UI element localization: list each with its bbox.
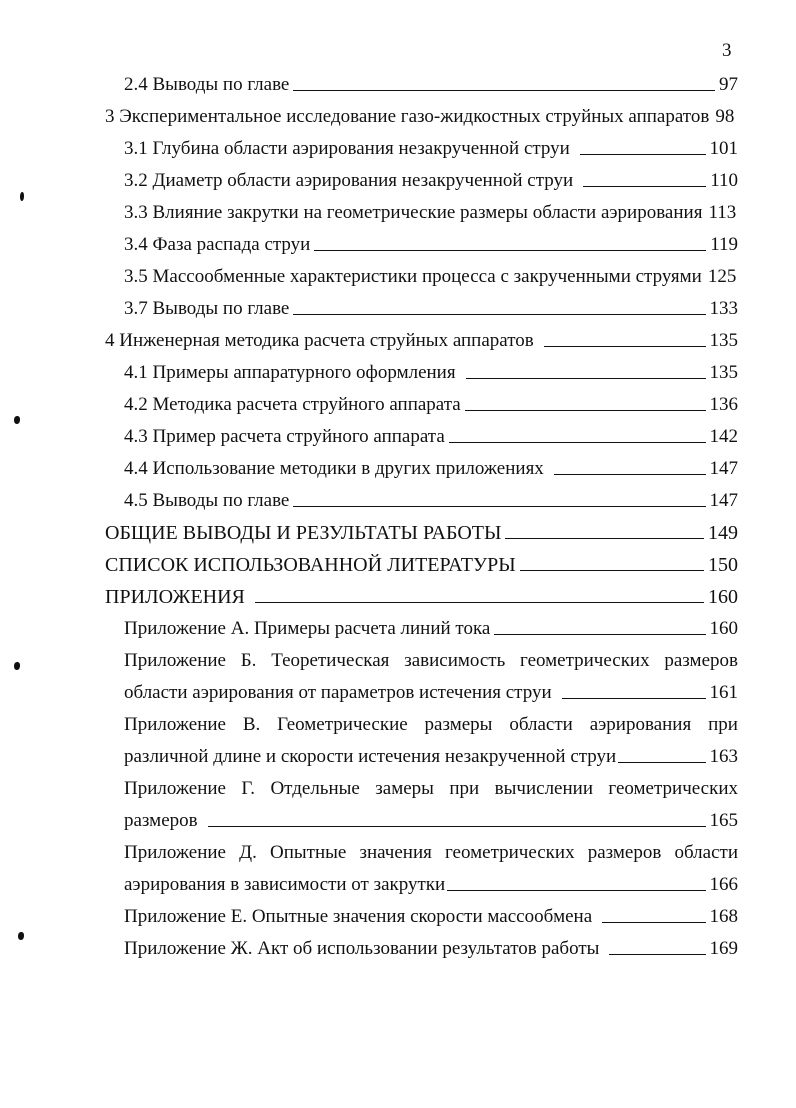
toc-leader-line	[314, 250, 706, 251]
toc-leader-line	[505, 538, 704, 539]
toc-entry	[0, 224, 796, 256]
toc-leader-line	[449, 442, 706, 443]
toc-entry-page: 166	[709, 874, 738, 895]
toc-entry-title-line1	[124, 704, 738, 736]
scan-artifact	[18, 932, 24, 940]
toc-entry	[0, 288, 796, 320]
toc-entry	[0, 896, 796, 928]
toc-entry-title-line2	[124, 864, 738, 896]
title-word: вычислении	[494, 778, 593, 799]
title-word: Приложение	[124, 778, 226, 799]
title-word: Отдельные	[270, 778, 360, 799]
scan-artifact	[20, 192, 24, 201]
toc-entry-page: 119	[710, 234, 738, 255]
toc-entry	[0, 384, 796, 416]
toc-entry-page: 113	[708, 202, 737, 223]
toc-entry-page: 147	[709, 458, 738, 479]
toc-entry-page: 98	[715, 106, 735, 127]
toc-entry-title: различной длине и скорости истечения незакрученной струи	[124, 746, 617, 767]
toc-entry	[0, 512, 796, 544]
toc-entry-title: 3.5 Массообменные характеристики процесса с закрученными струями	[124, 266, 702, 287]
title-word: Геометрические	[277, 714, 408, 735]
toc-entry-page: 110	[710, 170, 738, 191]
title-word: геометрических	[445, 842, 575, 863]
toc-entry-multiline	[0, 640, 796, 704]
toc-entry-title: размеров	[124, 810, 198, 831]
toc-entry-title: 3.1 Глубина области аэрирования незакрученной струи	[124, 138, 570, 159]
toc-leader-line	[293, 90, 715, 91]
scan-artifact	[14, 416, 20, 424]
toc-leader-line	[618, 762, 705, 763]
toc-entry-multiline	[0, 768, 796, 832]
toc-entry-page: 135	[709, 330, 738, 351]
toc-leader-line	[255, 602, 704, 603]
toc-entry	[0, 544, 796, 576]
toc-entry-page: 135	[709, 362, 738, 383]
toc-leader-line	[466, 378, 706, 379]
toc-entry-title: аэрирования в зависимости от закрутки	[124, 874, 446, 895]
title-word: размеры	[424, 714, 493, 735]
title-word: геометрических	[520, 650, 650, 671]
toc-leader-line	[562, 698, 706, 699]
toc-entry-title: 4.3 Пример расчета струйного аппарата	[124, 426, 445, 447]
toc-entry-page: 163	[709, 746, 738, 767]
toc-entry	[0, 96, 796, 128]
title-word: Теоретическая	[271, 650, 390, 671]
toc-entry-title-line2	[124, 800, 738, 832]
toc-entry	[0, 576, 796, 608]
toc-entry	[0, 320, 796, 352]
title-word: значения	[359, 842, 432, 863]
toc-entry-page: 160	[709, 618, 738, 639]
title-word: Приложение	[124, 842, 226, 863]
toc-entry-multiline	[0, 704, 796, 768]
title-word: замеры	[375, 778, 434, 799]
toc-entry-title: области аэрирования от параметров истечения струи	[124, 682, 552, 703]
toc-entry-multiline	[0, 832, 796, 896]
toc-entry-page: 142	[709, 426, 738, 447]
toc-leader-line	[609, 954, 705, 955]
title-word: аэрирования	[589, 714, 692, 735]
title-word: геометрических	[608, 778, 738, 799]
toc-leader-line	[293, 506, 705, 507]
toc-entry-title: 4.1 Примеры аппаратурного оформления	[124, 362, 456, 383]
toc-entry-page: 147	[709, 490, 738, 511]
toc-entry-title-line1	[124, 768, 738, 800]
toc-leader-line	[208, 826, 706, 827]
toc-entry-page: 149	[708, 522, 738, 544]
toc-entry-title-line1	[124, 832, 738, 864]
toc-entry	[0, 352, 796, 384]
toc-entry-page: 160	[708, 586, 738, 608]
toc-entry-title: 4.2 Методика расчета струйного аппарата	[124, 394, 461, 415]
toc-entry-title: ПРИЛОЖЕНИЯ	[105, 586, 245, 608]
scan-artifact	[14, 662, 20, 670]
toc-leader-line	[602, 922, 705, 923]
title-word: при	[449, 778, 480, 799]
title-word: Д.	[239, 842, 257, 863]
toc-entry-title: 3.7 Выводы по главе	[124, 298, 290, 319]
toc-entry-page: 161	[709, 682, 738, 703]
title-word: В.	[242, 714, 261, 735]
table-of-contents	[0, 64, 796, 960]
toc-entry-title: Приложение Е. Опытные значения скорости массообмена	[124, 906, 593, 927]
toc-entry-title: 3 Экспериментальное исследование газо-жидкостных струйных аппаратов	[105, 106, 710, 127]
toc-entry	[0, 608, 796, 640]
toc-entry	[0, 448, 796, 480]
toc-entry-title: 3.4 Фаза распада струи	[124, 234, 311, 255]
toc-entry	[0, 64, 796, 96]
toc-entry-title: ОБЩИЕ ВЫВОДЫ И РЕЗУЛЬТАТЫ РАБОТЫ	[105, 522, 502, 544]
toc-entry-title: 3.3 Влияние закрутки на геометрические размеры области аэрирования	[124, 202, 703, 223]
title-word: зависимость	[404, 650, 506, 671]
toc-entry-title: Приложение Ж. Акт об использовании результатов работы	[124, 938, 600, 959]
toc-entry-title: 4.4 Использование методики в других приложениях	[124, 458, 544, 479]
title-word: Приложение	[124, 650, 226, 671]
toc-entry	[0, 192, 796, 224]
toc-leader-line	[554, 474, 706, 475]
title-word: Приложение	[124, 714, 226, 735]
toc-entry-page: 101	[709, 138, 738, 159]
title-word: при	[708, 714, 738, 735]
toc-entry-page: 136	[709, 394, 738, 415]
toc-entry-page: 169	[709, 938, 738, 959]
toc-entry-title: 4 Инженерная методика расчета струйных аппаратов	[105, 330, 534, 351]
toc-entry-title: Приложение А. Примеры расчета линий тока	[124, 618, 491, 639]
page-number: 3	[722, 40, 732, 61]
toc-entry-page: 97	[719, 74, 738, 95]
toc-entry-page: 133	[709, 298, 738, 319]
toc-leader-line	[447, 890, 705, 891]
title-word: Г.	[241, 778, 256, 799]
toc-entry-page: 125	[707, 266, 737, 287]
toc-entry-title: 4.5 Выводы по главе	[124, 490, 290, 511]
toc-entry	[0, 480, 796, 512]
toc-leader-line	[583, 186, 706, 187]
title-word: области	[509, 714, 573, 735]
toc-leader-line	[544, 346, 706, 347]
toc-entry-title-line2	[124, 736, 738, 768]
title-word: Опытные	[269, 842, 347, 863]
toc-entry-page: 168	[709, 906, 738, 927]
toc-leader-line	[293, 314, 705, 315]
toc-entry-page: 150	[708, 554, 738, 576]
title-word: области	[674, 842, 738, 863]
toc-leader-line	[580, 154, 706, 155]
toc-entry	[0, 128, 796, 160]
toc-entry	[0, 928, 796, 960]
title-word: Б.	[240, 650, 257, 671]
title-word: размеров	[664, 650, 738, 671]
toc-entry-title: СПИСОК ИСПОЛЬЗОВАННОЙ ЛИТЕРАТУРЫ	[105, 554, 516, 576]
toc-entry	[0, 416, 796, 448]
toc-leader-line	[494, 634, 705, 635]
toc-entry	[0, 256, 796, 288]
toc-leader-line	[465, 410, 706, 411]
toc-entry-title: 3.2 Диаметр области аэрирования незакрученной струи	[124, 170, 574, 191]
toc-entry-title-line2	[124, 672, 738, 704]
title-word: размеров	[587, 842, 662, 863]
toc-leader-line	[520, 570, 704, 571]
toc-entry-title-line1	[124, 640, 738, 672]
toc-entry	[0, 160, 796, 192]
toc-entry-page: 165	[709, 810, 738, 831]
toc-entry-title: 2.4 Выводы по главе	[124, 74, 290, 95]
